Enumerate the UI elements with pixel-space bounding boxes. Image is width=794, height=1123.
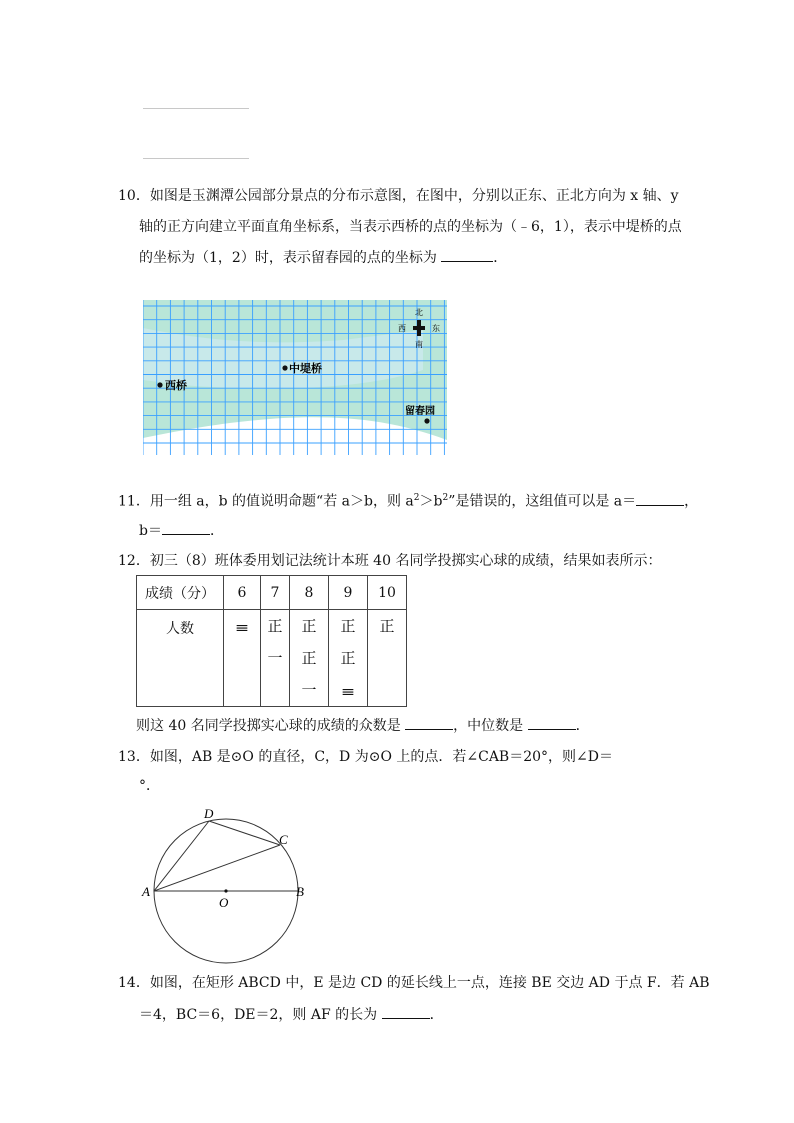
tally-table (136, 575, 407, 707)
chord-ac (154, 845, 280, 891)
q11-line2: b＝ ． (139, 520, 224, 541)
q14-answer-blank[interactable] (382, 1004, 430, 1019)
table-header-label: 成绩（分） (137, 576, 224, 610)
q13-line2: °． (139, 778, 160, 794)
label-c: C (279, 832, 288, 847)
q10-answer-blank[interactable] (441, 247, 493, 262)
compass-south-label: 南 (415, 340, 423, 349)
park-map-svg (143, 300, 447, 455)
compass-west-label: 西 (398, 324, 406, 333)
label-o: O (219, 895, 229, 910)
table-row-label: 人数 (137, 610, 224, 707)
west-bridge-point (157, 382, 162, 387)
circle-figure (138, 805, 318, 965)
middle-bridge-point (282, 365, 287, 370)
q14-line1: 14．如图，在矩形 ABCD 中，E 是边 CD 的延长线上一点，连接 BE 交边 AD 于点 F．若 AB (118, 975, 710, 991)
q12-line1: 12．初三（8）班体委用划记法统计本班 40 名同学投掷实心球的成绩，结果如表所示： (118, 553, 662, 569)
tally-cell-6: 𝍢 (224, 610, 261, 707)
west-bridge-label: 西桥 (165, 379, 187, 392)
score-cell: 6 (224, 576, 261, 610)
q11-line1: 11．用一组 a，b 的值说明命题“若 a＞b，则 $a^2>b^2$”是错误的，这组值可以是 a＝ ， (118, 488, 698, 512)
tally-cell-9: 正 正 𝍢 (329, 610, 368, 707)
label-d: D (204, 806, 214, 821)
score-cell: 9 (329, 576, 368, 610)
center-point (224, 889, 227, 892)
q11-b-blank[interactable] (162, 520, 210, 535)
q14-number: 14． (118, 975, 150, 991)
tally-cell-7: 正 一 (261, 610, 290, 707)
middle-bridge-label: 中堤桥 (289, 362, 322, 375)
compass-north-label: 北 (415, 308, 423, 317)
compass-east-label: 东 (432, 324, 440, 333)
liuchun-label: 留春园 (405, 406, 435, 417)
q11-a-blank[interactable] (636, 491, 684, 506)
table-header-row (137, 576, 407, 610)
tally-cell-8: 正 正 一 (290, 610, 329, 707)
park-map (143, 300, 447, 455)
q10-line3: 的坐标为（1，2）时，表示留春园的点的坐标为 ． (139, 247, 507, 268)
score-cell: 8 (290, 576, 329, 610)
q11-number: 11． (118, 493, 150, 510)
q13-line1: 13．如图，AB 是⊙O 的直径，C，D 为⊙O 上的点．若∠CAB＝20°，则∠D＝ (118, 749, 613, 765)
q14-line2: ＝4，BC＝6，DE＝2，则 AF 的长为 ． (139, 1004, 444, 1025)
score-cell: 7 (261, 576, 290, 610)
q10-number: 10． (118, 188, 150, 204)
q10-line2: 轴的正方向建立平面直角坐标系，当表示西桥的点的坐标为（﹣6，1），表示中堤桥的点 (139, 219, 682, 235)
label-a: A (142, 884, 150, 899)
q12-mode-blank[interactable] (405, 715, 453, 730)
score-cell: 10 (368, 576, 407, 610)
label-b: B (296, 884, 304, 899)
q13-number: 13． (118, 749, 150, 765)
q12-number: 12． (118, 553, 150, 569)
q10-line1: 10．如图是玉渊潭公园部分景点的分布示意图，在图中，分别以正东、正北方向为 x 轴、y (118, 188, 679, 204)
q12-median-blank[interactable] (528, 715, 576, 730)
table-count-row (137, 610, 407, 707)
faint-rule-second (143, 158, 249, 159)
faint-rule-top (143, 108, 249, 109)
liuchun-point (424, 418, 429, 423)
tally-cell-10: 正 (368, 610, 407, 707)
q12-after-line: 则这 40 名同学投掷实心球的成绩的众数是 ，中位数是 ． (136, 715, 590, 736)
